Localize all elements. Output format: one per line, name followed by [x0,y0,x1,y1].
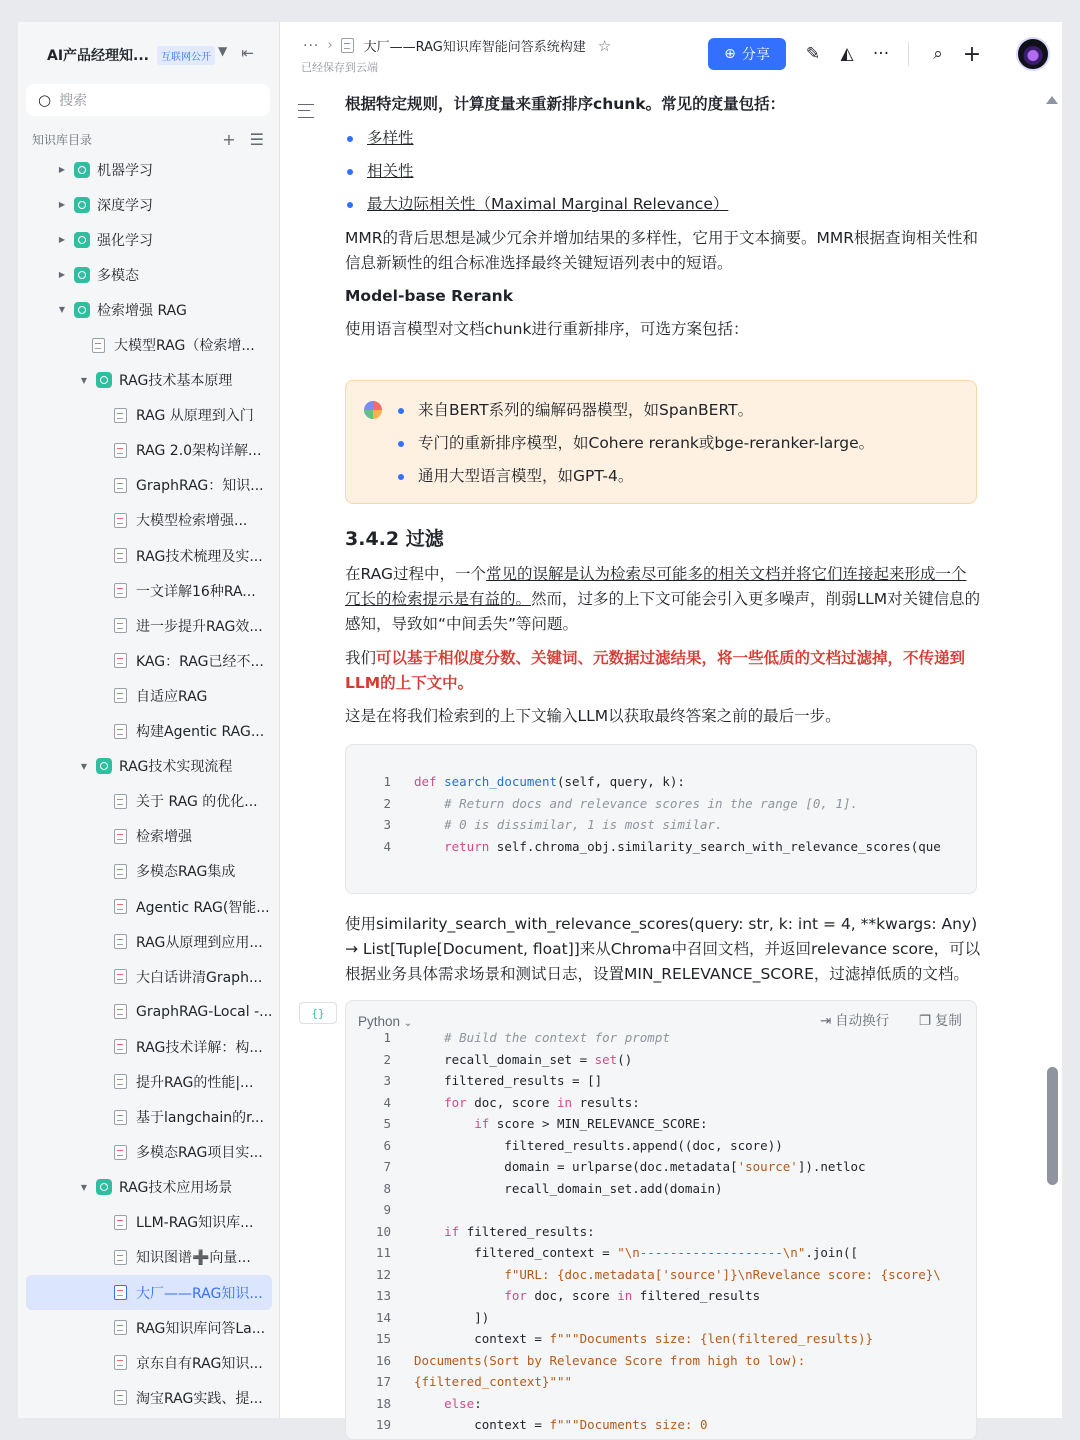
rerank-paragraph: 使用语言模型对文档chunk进行重新排序，可选方案包括： [345,320,749,338]
bullet-dot [347,136,353,142]
sidebar-tree-item[interactable] [26,503,272,538]
sidebar-item-label: GraphRAG：知识... [136,478,264,495]
sidebar-tree-item[interactable] [26,1170,272,1205]
star-icon[interactable]: ☆ [597,36,612,55]
sidebar-tree-item[interactable] [26,749,272,784]
doc-icon [341,38,354,53]
sidebar-item-label: RAG知识库问答La... [136,1320,266,1337]
share-button[interactable] [708,38,786,70]
knowledge-base-icon [74,267,90,283]
sidebar-tree-item[interactable] [26,468,272,503]
doc-icon [114,1110,127,1125]
caret-right-icon[interactable]: ▶ [58,165,66,175]
code-text: {filtered_context}""" [414,1374,573,1389]
code-line [346,791,978,813]
bullet-dot [398,474,404,480]
knowledge-base-icon [96,1179,112,1195]
doc-icon [114,1145,127,1160]
sidebar-item-label: 大模型检索增强... [136,513,248,530]
code-text: # Return docs and relevance scores in the range [0, 1]. [444,795,859,811]
caret-down-icon[interactable]: ▼ [58,305,66,315]
line-number: 11 [375,1245,391,1260]
code-line [346,1133,978,1155]
doc-icon [114,724,127,739]
code-line [346,1305,978,1327]
sidebar-tree-item[interactable] [26,573,272,608]
globe-icon: ⊕ [724,46,736,62]
directory-tree [26,152,272,1415]
sidebar-item-label: 检索增强 RAG [97,302,187,319]
caret-down-icon[interactable]: ▼ [80,761,88,771]
chevron-right-icon: › [327,38,333,53]
line-number: 18 [375,1395,391,1411]
code-line [346,1025,978,1047]
code-block[interactable] [345,1000,977,1440]
line-number: 4 [383,1094,391,1110]
sidebar-item-label: GraphRAG-Local -... [136,1003,273,1020]
section-heading: 3.4.2 过滤 [345,528,444,550]
red-prefix: 我们 [345,649,377,667]
knowledge-base-icon [96,372,112,388]
sidebar-item-label: RAG技术基本原理 [119,373,233,390]
doc-icon [114,478,127,493]
copy-icon: ❐ [919,1013,932,1028]
code-text: # Build the context for prompt [444,1030,670,1045]
code-text: context = f"""Documents size: {len(filtered_results)} [414,1331,874,1346]
sidebar-item-label: LLM-RAG知识库... [136,1215,254,1232]
code-line [346,834,978,856]
bullet-text[interactable]: 相关性 [367,162,414,180]
filter-text-b: 常见的误解是认为检索尽可能多的相关文档并将它们连接起来形成一个冗长的检索提示是有益的。 [345,565,967,608]
caret-down-icon[interactable]: ▼ [80,375,88,385]
doc-icon [114,1320,127,1335]
sidebar-tree-item[interactable] [26,538,272,573]
chevron-down-icon: ⌄ [403,1018,413,1029]
sidebar-item-label: KAG：RAG已经不... [136,653,264,670]
caret-right-icon[interactable]: ▶ [58,200,66,210]
sidebar-item-label: 多模态RAG集成 [136,864,236,881]
callout-item [398,398,753,423]
sidebar-tree-item[interactable] [26,1029,272,1064]
line-number: 3 [383,1073,391,1088]
sidebar-item-label: 一文详解16种RA... [136,583,256,600]
line-number: 1 [383,774,391,789]
code-line [346,1369,978,1391]
line-number: 1 [383,1030,391,1045]
caret-right-icon[interactable]: ▶ [58,235,66,245]
doc-icon [114,934,127,949]
code-line [346,1348,978,1370]
sidebar-tree-item[interactable] [26,819,272,854]
copy-button[interactable]: ❐ 复制 [919,1013,962,1028]
sidebar-item-label: Agentic RAG(智能... [136,899,270,916]
sidebar-tree-item[interactable] [26,398,272,433]
code-block-handle[interactable]: {} [299,1002,337,1024]
sidebar-item-label: 大模型RAG（检索增... [114,338,255,355]
code-text: if filtered_results: [444,1223,595,1239]
filter-text-a: 在RAG过程中，一个 [345,565,486,583]
line-number: 14 [375,1309,391,1325]
code-line [346,1068,978,1090]
sidebar-item-label: RAG技术详解：构... [136,1039,263,1056]
list-tree-icon[interactable]: ☰ [249,130,264,149]
doc-icon [114,969,127,984]
main-content [281,22,1062,1432]
callout-item [398,464,633,489]
line-number: 13 [375,1288,391,1303]
code-text: recall_domain_set.add(domain) [414,1180,723,1196]
line-number: 8 [383,1180,391,1196]
sidebar [18,22,280,1418]
sidebar-tree-item[interactable] [26,187,272,222]
knowledge-base-icon [96,758,112,774]
app-window [18,22,1062,1432]
sidebar-item-label: 提升RAG的性能|... [136,1074,254,1091]
filter-text-c: 然而，过多的上下文可能会引入更多噪声，削弱LLM对关键信息的感知，导致如“中间丢失”等问题。 [345,590,981,633]
sidebar-item-label: RAG技术实现流程 [119,759,233,776]
line-number: 5 [383,1116,391,1131]
plus-icon[interactable]: + [222,130,236,149]
sidebar-item-label: 大白话讲清Graph... [136,969,263,986]
doc-icon [114,653,127,668]
sidebar-item-label: RAG 从原理到入门 [136,408,254,425]
line-number: 2 [383,795,391,811]
sidebar-item-label: 大厂——RAG知识... [136,1285,263,1302]
bullet-dot [347,202,353,208]
list-item [347,126,414,151]
sidebar-item-label: 进一步提升RAG效... [136,618,263,635]
bullet-text[interactable]: 多样性 [367,129,414,147]
sidebar-item-label: 关于 RAG 的优化... [136,794,258,811]
sidebar-item-label: 多模态RAG项目实... [136,1145,263,1162]
doc-icon [114,618,127,633]
bullet-dot [398,408,404,414]
code-line [346,1090,978,1112]
doc-icon [114,899,127,914]
sidebar-tree-item[interactable] [26,152,272,187]
sidebar-item-label: 淘宝RAG实践、提... [136,1390,263,1407]
sidebar-tree-item[interactable] [26,608,272,643]
doc-icon [114,1215,127,1230]
code-text: f"URL: {doc.metadata['source']}\nRevelance score: {score}\ [504,1266,941,1282]
rerank-heading: Model-base Rerank [345,287,514,305]
usage-paragraph: 使用similarity_search_with_relevance_scores(query: str, k: int = 4, **kwargs: Any) → List[Tuple[Document, float]]来从Chroma中召回文档，并返回relevance score，可以根据业务具体需求场景和测试日志，设置MIN_RELEVANCE_SCORE，过滤掉低质的文档。 [345,915,981,983]
sidebar-tree-item[interactable] [26,363,272,398]
doc-icon [114,688,127,703]
sidebar-item-label: RAG技术梳理及实... [136,548,263,565]
caret-right-icon[interactable]: ▶ [58,270,66,280]
line-number: 15 [375,1331,391,1346]
sidebar-item-label: 基于langchain的r... [136,1110,264,1127]
sidebar-tree-item[interactable] [26,924,272,959]
sidebar-tree-item[interactable] [26,959,272,994]
code-line [346,1240,978,1262]
code-line [346,1176,978,1198]
sidebar-tree-item[interactable] [26,327,272,362]
sidebar-item-label: 构建Agentic RAG... [136,724,265,741]
filter-paragraph [345,562,981,637]
sidebar-item-label: 多模态 [97,267,139,284]
directory-header [32,130,264,149]
doc-title[interactable]: 大厂——RAG知识库智能问答系统构建 [363,40,586,55]
doc-icon [114,408,127,423]
code-text: filtered_context = "\n-------------------\n".join([ [414,1245,859,1260]
code-text: Documents(Sort by Relevance Score from high to low): [414,1352,806,1368]
doc-icon [114,443,127,458]
sidebar-tree-item[interactable] [26,1064,272,1099]
doc-icon [114,548,127,563]
kb-title[interactable]: AI产品经理知... [47,48,149,64]
wrap-icon: ⇥ [820,1013,832,1028]
sidebar-tree-item[interactable] [26,784,272,819]
line-number: 19 [375,1417,391,1432]
knowledge-base-icon [74,162,90,178]
sidebar-item-label: 自适应RAG [136,688,208,705]
doc-icon [114,1355,127,1370]
directory-label: 知识库目录 [32,133,93,147]
doc-icon [114,1390,127,1405]
top-bar [281,22,1062,86]
search-icon[interactable]: ⌕ [933,44,943,64]
code-line [346,769,978,791]
sidebar-item-label: 京东自有RAG知识... [136,1355,263,1372]
callout-text: 来自BERT系列的编解码器模型，如SpanBERT。 [418,401,754,419]
sidebar-item-label: RAG 2.0架构详解... [136,443,262,460]
sidebar-tree-item[interactable] [26,1345,272,1380]
sidebar-tree-item[interactable] [26,678,272,713]
code-text: if score > MIN_RELEVANCE_SCORE: [474,1116,708,1131]
sidebar-tree-item[interactable] [26,222,272,257]
sidebar-tree-item[interactable] [26,854,272,889]
code-text: filtered_results.append((doc, score)) [414,1137,783,1153]
sidebar-tree-item[interactable] [26,257,272,292]
sidebar-item-label: 深度学习 [97,197,153,214]
public-badge: 互联网公开 [157,46,215,65]
code-text: filtered_results = [] [414,1073,603,1088]
final-paragraph: 这是在将我们检索到的上下文输入LLM以获取最终答案之前的最后一步。 [345,707,841,725]
palette-icon [364,401,382,419]
saved-status: 已经保存到云端 [301,61,378,74]
doc-icon [114,1250,127,1265]
sidebar-tree-item[interactable] [26,714,272,749]
sidebar-tree-item[interactable] [26,1310,272,1345]
code-line [346,1111,978,1133]
code-line [346,812,978,834]
code-line [346,1047,978,1069]
scroll-up-icon[interactable] [1046,96,1058,104]
caret-down-icon[interactable]: ▼ [80,1182,88,1192]
line-number: 4 [383,838,391,854]
sidebar-tree-item[interactable] [26,433,272,468]
list-item [347,159,414,184]
line-number: 12 [375,1266,391,1282]
code-text: recall_domain_set = set() [414,1051,633,1067]
bullet-dot [347,169,353,175]
share-label: 分享 [741,47,770,63]
callout-block [345,380,977,504]
chevron-down-icon[interactable]: ▼ [218,44,228,58]
doc-icon [114,513,127,528]
sidebar-tree-item[interactable] [26,994,272,1029]
search-placeholder: 搜索 [59,93,88,109]
line-number: 10 [375,1223,391,1239]
knowledge-base-icon [74,302,90,318]
scrollbar-thumb[interactable] [1047,1067,1058,1185]
sidebar-tree-item[interactable] [26,1240,272,1275]
code-text: # 0 is dissimilar, 1 is most similar. [444,817,723,832]
edit-icon[interactable]: ✎ [805,44,821,64]
doc-icon [114,583,127,598]
code-line [346,1262,978,1284]
sidebar-tree-item[interactable] [26,1275,272,1310]
callout-text: 专门的重新排序模型，如Cohere rerank或bge-reranker-large。 [418,434,875,452]
code-line [346,1326,978,1348]
sidebar-item-label: 检索增强 [136,829,192,846]
bullet-text[interactable]: 最大边际相关性（Maximal Marginal Relevance） [367,195,729,213]
sidebar-item-label: 知识图谱➕向量... [136,1250,251,1267]
code-text: return self.chroma_obj.similarity_search_with_relevance_scores(que [444,838,941,854]
search-input[interactable] [26,84,270,116]
sidebar-tree-item[interactable] [26,1205,272,1240]
code-line [346,1219,978,1241]
intro-paragraph: 根据特定规则，计算度量来重新排序chunk。常见的度量包括： [345,95,786,113]
code-text: context = f"""Documents size: 0 [414,1417,708,1432]
list-item [347,192,728,217]
line-number: 6 [383,1137,391,1153]
knowledge-base-icon [74,232,90,248]
code-text: for doc, score in filtered_results [504,1288,761,1303]
doc-icon [114,794,127,809]
language-select[interactable]: Python ⌄ [358,1014,413,1029]
code-line [346,1154,978,1176]
sidebar-tree-item[interactable] [26,1135,272,1170]
callout-item [398,431,874,456]
kb-header[interactable] [47,44,215,66]
doc-icon [114,1004,127,1019]
plus-icon[interactable]: + [962,41,982,67]
sidebar-item-label: 强化学习 [97,232,153,249]
breadcrumb [303,36,611,55]
more-icon[interactable]: ··· [872,44,890,64]
red-text: 可以基于相似度分数、关键词、元数据过滤结果，将一些低质的文档过滤掉，不传递到LLM的上下文中。 [345,649,966,692]
code-line [346,1391,978,1413]
code-line [346,1197,978,1219]
line-number: 16 [375,1352,391,1368]
bullet-dot [398,441,404,447]
doc-icon [114,1074,127,1089]
wrap-toggle[interactable]: ⇥ 自动换行 [820,1013,890,1028]
knowledge-base-icon [74,197,90,213]
doc-icon [114,1039,127,1054]
line-number: 17 [375,1374,391,1389]
code-text: ]) [414,1309,490,1325]
code-line [346,1283,978,1305]
sidebar-item-label: RAG从原理到应用... [136,934,263,951]
code-line [346,1412,978,1434]
code-text: def search_document(self, query, k): [414,774,685,789]
sidebar-item-label: RAG技术应用场景 [119,1180,233,1197]
sidebar-tree-item[interactable] [26,643,272,678]
avatar[interactable] [1016,37,1050,71]
code-text: else: [444,1395,482,1411]
mmr-paragraph: MMR的背后思想是减少冗余并增加结果的多样性，它用于文本摘要。MMR根据查询相关性和信息新颖性的组合标准选择最终关键短语列表中的短语。 [345,229,979,272]
code-text: for doc, score in results: [444,1094,640,1110]
line-number: 2 [383,1051,391,1067]
doc-icon [92,338,105,353]
sidebar-tree-item[interactable] [26,1100,272,1135]
line-number: 9 [383,1202,391,1217]
doc-icon [114,829,127,844]
red-paragraph [345,646,981,696]
line-number: 3 [383,817,391,832]
doc-icon [114,1285,127,1300]
sidebar-tree-item[interactable] [26,1380,272,1415]
callout-text: 通用大型语言模型，如GPT-4。 [418,467,634,485]
line-number: 7 [383,1159,391,1174]
sidebar-tree-item[interactable] [26,889,272,924]
outline-icon[interactable] [298,104,314,118]
code-text: domain = urlparse(doc.metadata['source']).netloc [414,1159,866,1174]
breadcrumb-more[interactable]: ··· [303,37,320,54]
code-block[interactable] [345,744,977,894]
doc-icon [114,864,127,879]
collapse-sidebar-icon[interactable]: ⇤ [241,44,254,62]
sidebar-item-label: 机器学习 [97,162,153,179]
search-icon: ○ [38,91,52,109]
bell-icon[interactable]: ◭ [840,44,854,64]
sidebar-tree-item[interactable] [26,292,272,327]
